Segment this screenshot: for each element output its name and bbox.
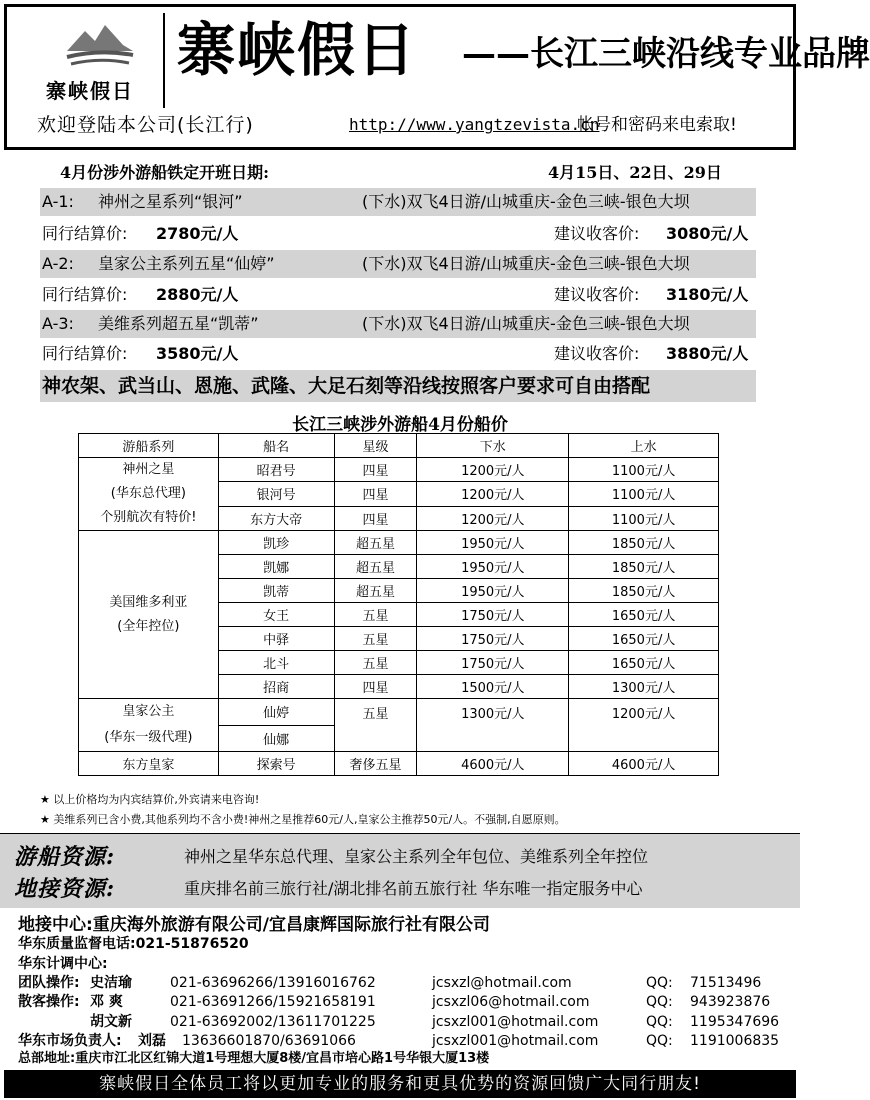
fit-name: 邓 爽	[90, 994, 123, 1010]
ship-name: 昭君号	[218, 458, 334, 482]
qq-label: QQ:	[646, 994, 673, 1010]
price-notes	[40, 790, 566, 830]
table-title: 长江三峡涉外游船4月份船价	[292, 415, 508, 435]
brand-subtitle: ——长江三峡沿线专业品牌	[462, 34, 870, 74]
ship-name: 中驿	[218, 627, 334, 651]
ship-resources-label: 游船资源:	[14, 844, 116, 870]
note-item: ★ 以上价格均为内宾结算价,外宾请来电咨询!	[40, 793, 260, 806]
quality-phone: 华东质量监督电话:021-51876520	[18, 936, 249, 952]
downstream-price: 1750元/人	[417, 603, 569, 627]
suggest-price: 3180元/人	[666, 285, 749, 304]
upstream-price: 1650元/人	[569, 603, 719, 627]
logo	[15, 13, 165, 108]
tour-code: A-2:	[42, 254, 74, 273]
schedule-label: 4月份涉外游船铁定开班日期:	[60, 163, 270, 182]
downstream-price: 1750元/人	[417, 651, 569, 675]
team-name: 史洁瑜	[90, 975, 132, 991]
series-name: 神州之星	[122, 462, 175, 477]
qq-number: 943923876	[690, 994, 771, 1010]
downstream-price: 1200元/人	[417, 482, 569, 506]
col-header: 上水	[569, 434, 719, 458]
brand-title: 寨峡假日	[177, 16, 418, 84]
trade-price: 2780元/人	[156, 224, 239, 243]
market-phone: 13636601870/63691066	[182, 1033, 356, 1049]
series-name: 美国维多利亚	[109, 594, 188, 610]
mountain-logo-icon	[65, 21, 135, 67]
upstream-price: 4600元/人	[569, 752, 719, 776]
table-row	[79, 699, 719, 726]
table-row	[79, 531, 719, 555]
suggest-price-label: 建议收客价:	[554, 285, 640, 304]
ship-name: 凯娜	[218, 555, 334, 579]
suggest-price-label: 建议收客价:	[554, 224, 640, 243]
tour-row	[40, 188, 756, 216]
table-row	[79, 752, 719, 776]
col-header: 下水	[417, 434, 569, 458]
ship-name: 探索号	[218, 752, 334, 776]
ship-name: 招商	[218, 675, 334, 699]
upstream-price: 1100元/人	[569, 506, 719, 530]
star-rating: 四星	[334, 458, 417, 482]
upstream-price: 1100元/人	[569, 458, 719, 482]
series-cell	[79, 458, 219, 531]
welcome-text: 欢迎登陆本公司(长江行)	[37, 114, 254, 136]
ship-name: 仙娜	[218, 725, 334, 752]
suggest-price-label: 建议收客价:	[554, 344, 640, 363]
table-row	[79, 458, 719, 482]
suggest-price: 3880元/人	[666, 344, 749, 363]
star-rating: 四星	[334, 675, 417, 699]
series-note: (华东总代理)	[110, 486, 186, 501]
tour-name: 皇家公主系列五星“仙婷”	[98, 254, 275, 273]
downstream-price: 1950元/人	[417, 579, 569, 603]
star-rating: 超五星	[334, 555, 417, 579]
star-rating: 五星	[334, 627, 417, 651]
team-qq	[646, 973, 761, 993]
tour-row	[40, 250, 756, 278]
tour-code: A-1:	[42, 192, 74, 211]
upstream-price: 1100元/人	[569, 482, 719, 506]
note-item: ★ 美维系列已含小费,其他系列均不含小费!神州之星推荐60元/人,皇家公主推荐50元/人。不强制,自愿原则。	[40, 813, 566, 826]
team-email[interactable]: jcsxzl@hotmail.com	[432, 975, 572, 991]
star-rating: 超五星	[334, 579, 417, 603]
series-cell: 东方皇家	[79, 752, 219, 776]
cruise-price-table	[78, 433, 719, 776]
qq-label: QQ:	[646, 1014, 673, 1030]
upstream-price: 1850元/人	[569, 579, 719, 603]
team-role: 团队操作:	[18, 975, 80, 991]
upstream-price: 1200元/人	[569, 699, 719, 752]
price-row	[40, 220, 756, 248]
table-header-row	[79, 434, 719, 458]
fit-email[interactable]: jcsxzl06@hotmail.com	[432, 994, 590, 1010]
star-rating: 五星	[334, 651, 417, 675]
fit-email[interactable]: jcsxzl001@hotmail.com	[432, 1014, 599, 1030]
qq-number: 1191006835	[690, 1033, 780, 1049]
price-row	[40, 281, 756, 309]
qq-number: 71513496	[690, 975, 762, 991]
tour-name: 神州之星系列“银河”	[98, 192, 243, 211]
logo-text: 寨峡假日	[46, 79, 134, 103]
downstream-price: 1200元/人	[417, 458, 569, 482]
star-rating: 奢侈五星	[334, 752, 417, 776]
tour-name: 美维系列超五星“凯蒂”	[98, 314, 259, 333]
footer-banner: 寨峡假日全体员工将以更加专业的服务和更具优势的资源回馈广大同行朋友!	[4, 1070, 796, 1098]
upstream-price: 1850元/人	[569, 531, 719, 555]
downstream-price: 1200元/人	[417, 506, 569, 530]
ship-name: 银河号	[218, 482, 334, 506]
ground-resources-text: 重庆排名前三旅行社/湖北排名前五旅行社 华东唯一指定服务中心	[184, 879, 643, 898]
fit-phone: 021-63691266/15921658191	[170, 994, 376, 1010]
team-phone: 021-63696266/13916016762	[170, 975, 376, 991]
tour-route: (下水)双飞4日游/山城重庆-金色三峡-银色大坝	[362, 192, 690, 211]
trade-price-label: 同行结算价:	[42, 224, 128, 243]
downstream-price: 1950元/人	[417, 555, 569, 579]
downstream-price: 1500元/人	[417, 675, 569, 699]
series-cell	[79, 699, 219, 752]
fit-phone: 021-63692002/13611701225	[170, 1014, 376, 1030]
downstream-price: 1750元/人	[417, 627, 569, 651]
market-qq	[646, 1031, 779, 1051]
upstream-price: 1650元/人	[569, 627, 719, 651]
tour-code: A-3:	[42, 314, 74, 333]
website-link[interactable]: http://www.yangtzevista.cn	[349, 115, 600, 134]
series-note: (华东一级代理)	[104, 730, 193, 745]
col-header: 星级	[334, 434, 417, 458]
suggest-price: 3080元/人	[666, 224, 749, 243]
schedule-dates: 4月15日、22日、29日	[548, 163, 722, 182]
ship-resources-text: 神州之星华东总代理、皇家公主系列全年包位、美维系列全年控位	[184, 847, 649, 866]
url-note: 帐号和密码来电索取!	[577, 115, 737, 135]
hq-address: 总部地址:重庆市江北区红锦大道1号理想大厦8楼/宜昌市培心路1号华银大厦13楼	[18, 1051, 490, 1066]
star-rating: 五星	[334, 603, 417, 627]
price-row	[40, 340, 756, 368]
star-rating: 四星	[334, 482, 417, 506]
col-header: 游船系列	[79, 434, 219, 458]
qq-number: 1195347696	[690, 1014, 780, 1030]
trade-price: 3580元/人	[156, 344, 239, 363]
star-rating: 五星	[334, 699, 417, 752]
star-rating: 四星	[334, 506, 417, 530]
ship-name: 女王	[218, 603, 334, 627]
combo-banner: 神农架、武当山、恩施、武隆、大足石刻等沿线按照客户要求可自由搭配	[40, 370, 756, 402]
tour-route: (下水)双飞4日游/山城重庆-金色三峡-银色大坝	[362, 314, 690, 333]
market-name: 刘磊	[138, 1033, 166, 1049]
trade-price-label: 同行结算价:	[42, 285, 128, 304]
star-rating: 超五星	[334, 531, 417, 555]
downstream-price: 1950元/人	[417, 531, 569, 555]
qq-label: QQ:	[646, 1033, 673, 1049]
ship-name: 仙婷	[218, 699, 334, 726]
series-name: 皇家公主	[122, 704, 175, 719]
ship-name: 凯蒂	[218, 579, 334, 603]
dispatch-center: 华东计调中心:	[18, 956, 108, 972]
fit-name: 胡文新	[90, 1014, 132, 1030]
downstream-price: 4600元/人	[417, 752, 569, 776]
series-note: (全年控位)	[117, 618, 180, 634]
qq-label: QQ:	[646, 975, 673, 991]
tour-row	[40, 310, 756, 338]
downstream-price: 1300元/人	[417, 699, 569, 752]
trade-price-label: 同行结算价:	[42, 344, 128, 363]
market-email[interactable]: jcsxzl001@hotmail.com	[432, 1033, 599, 1049]
ship-name: 凯珍	[218, 531, 334, 555]
series-cell	[79, 531, 219, 699]
ground-resources-label: 地接资源:	[14, 876, 116, 902]
ground-center: 地接中心:重庆海外旅游有限公司/宜昌康辉国际旅行社有限公司	[18, 915, 491, 935]
header	[4, 4, 870, 150]
ship-name: 北斗	[218, 651, 334, 675]
fit-qq	[646, 992, 770, 1012]
upstream-price: 1650元/人	[569, 651, 719, 675]
tour-route: (下水)双飞4日游/山城重庆-金色三峡-银色大坝	[362, 254, 690, 273]
fit-role: 散客操作:	[18, 994, 80, 1010]
series-note: 个别航次有特价!	[100, 510, 197, 525]
upstream-price: 1850元/人	[569, 555, 719, 579]
market-role: 华东市场负责人:	[18, 1033, 122, 1049]
fit-qq	[646, 1012, 779, 1032]
ship-name: 东方大帝	[218, 506, 334, 530]
col-header: 船名	[218, 434, 334, 458]
upstream-price: 1300元/人	[569, 675, 719, 699]
trade-price: 2880元/人	[156, 285, 239, 304]
resources-band	[0, 833, 800, 908]
